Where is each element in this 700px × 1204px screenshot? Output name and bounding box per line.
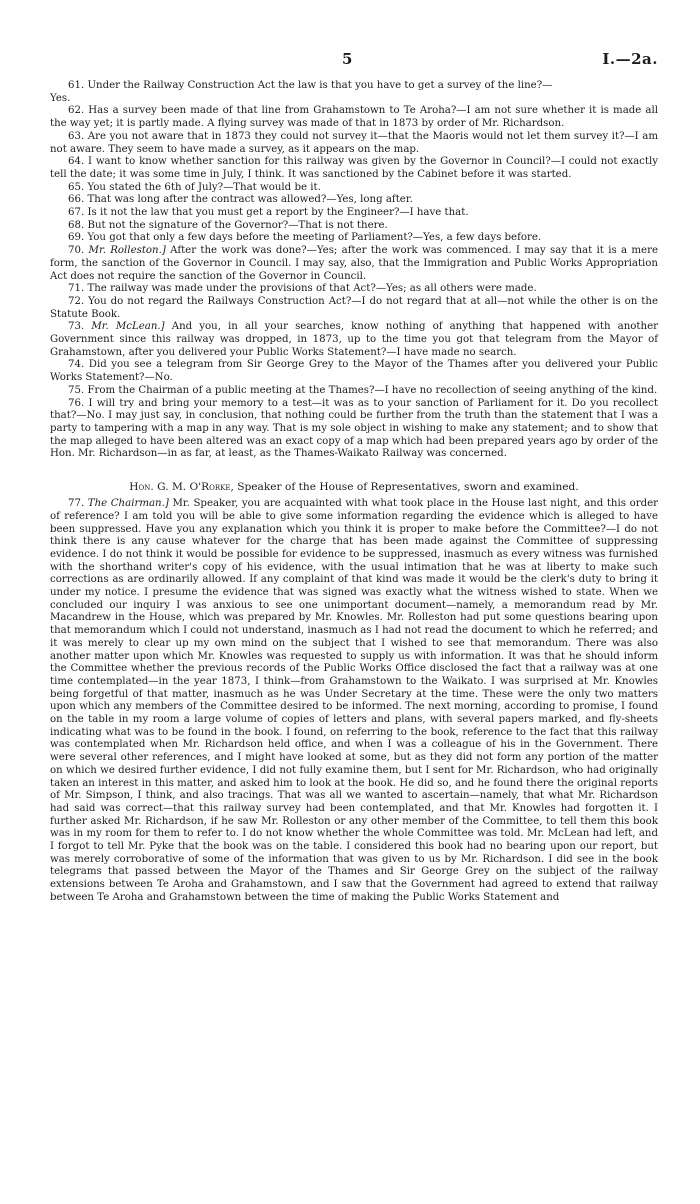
- question-paragraph: [50, 194, 658, 207]
- question-paragraph: [50, 80, 658, 93]
- question-text: Has a survey been made of that line from Grahamstown to Te Aroha?—I am not sure whether it is made all the way yet; it is partly made. A flying survey was made of that in 1873 by order of Mr. Richardson.: [50, 105, 658, 130]
- question-paragraph: [50, 245, 658, 283]
- question-text: Did you see a telegram from Sir George Grey to the Mayor of the Thames after you delivered your Public Works Statement?—No.: [50, 359, 658, 384]
- witness-description: , Speaker of the House of Representatives, sworn and examined.: [230, 481, 579, 494]
- page-number: 5: [342, 50, 353, 68]
- question-77: [50, 498, 658, 905]
- question-number: 65.: [68, 181, 85, 193]
- question-paragraph: [50, 385, 658, 398]
- question-paragraph: [50, 321, 658, 359]
- question-text: You stated the 6th of July?—That would be it.: [87, 181, 321, 193]
- question-number: 71.: [68, 283, 85, 295]
- question-text: From the Chairman of a public meeting at the Thames?—I have no recollection of seeing anything of the kind.: [87, 384, 658, 396]
- question-text: Yes.: [50, 92, 71, 104]
- witness-name: Hon. G. M. O'Rorke: [129, 481, 231, 494]
- question-number: 70.: [68, 245, 85, 257]
- question-speaker: Mr. McLean.]: [91, 321, 165, 333]
- question-paragraph: [50, 296, 658, 321]
- question-speaker: Mr. Rolleston.]: [88, 245, 166, 257]
- question-number: 64.: [68, 156, 85, 168]
- page-header: [50, 50, 658, 80]
- question-text: Under the Railway Construction Act the law is that you have to get a survey of the line?—: [87, 80, 553, 91]
- question-number: 67.: [68, 207, 85, 219]
- question-text: You do not regard the Railways Construction Act?—I do not regard that at all—not while the other is on the Statute Book.: [50, 295, 658, 320]
- question-paragraph: [50, 359, 658, 384]
- question-paragraph: [50, 220, 658, 233]
- question-number: 75.: [68, 384, 85, 396]
- evidence-section-1: [50, 80, 658, 461]
- question-text: I will try and bring your memory to a test—it was as to your sanction of Parliament for it. Do you recollect that?—No. I may just say, in conclusion, that nothing could be further from the truth than the statement that I was a party to tampering with a map in any way. That is my sole object in wishing to make any statement; and to show that the map alleged to have been altered was an exact copy of a map which had been prepared years ago by order of the Hon. Mr. Richardson—in as far, at least, as the Thames-Waikato Railway was concerned.: [50, 397, 658, 460]
- question-paragraph: [50, 93, 658, 106]
- question-text: Is it not the law that you must get a report by the Engineer?—I have that.: [87, 207, 469, 219]
- question-paragraph: [50, 232, 658, 245]
- question-paragraph: [50, 398, 658, 462]
- question-text: Are you not aware that in 1873 they could not survey it—that the Maoris would not let them survey it?—I am not aware. They seem to have made a survey, as it appears on the map.: [50, 130, 658, 155]
- question-paragraph: [50, 283, 658, 296]
- question-number: 69.: [68, 232, 85, 244]
- document-reference: I.—2a.: [602, 50, 658, 68]
- question-text: After the work was done?—Yes; after the work was commenced. I may say that it is a mere form, the sanction of the Governor in Council. I may say, also, that the Immigration and Public Works Appropriation Act does not require the sanction of the Governor in Council.: [50, 245, 658, 282]
- question-text: That was long after the contract was allowed?—Yes, long after.: [87, 194, 413, 206]
- question-number: 66.: [68, 194, 85, 206]
- question-text: The railway was made under the provisions of that Act?—Yes; as all others were made.: [87, 283, 537, 295]
- question-text: But not the signature of the Governor?—That is not there.: [87, 219, 388, 231]
- question-number: 62.: [68, 105, 85, 117]
- question-paragraph: [50, 182, 658, 195]
- question-number: 74.: [68, 359, 85, 371]
- question-paragraph: [50, 131, 658, 156]
- witness-heading: [50, 481, 658, 494]
- question-text: And you, in all your searches, know nothing of anything that happened with another Government since this railway was dropped, in 1873, up to the time you got that telegram from the Mayor of Grahamstown, after you delivered your Public Works Statement?—I have made no search.: [50, 321, 658, 358]
- question-text: Mr. Speaker, you are acquainted with what took place in the House last night, and this order of reference? I am told you will be able to give some information regarding the evidence which is alleged to have been suppressed. Have you any explanation which you think it is proper to make before the Committee?—I do not think there is any cause whatever for the charge that has been made against the Committee of suppressing evidence. I do not think it would be possible for evidence to be suppressed, inasmuch as every witness was furnished with the shorthand writer's copy of his evidence, with the usual intimation that he was at liberty to make such corrections as are ordinarily allowed. If any complaint of that kind was made it would be the clerk's duty to bring it under my notice. I presume the evidence that was signed was exactly what the witness wished to state. When we concluded our inquiry I was anxious to see one unimportant document—namely, a memorandum read by Mr. Macandrew in the House, which was prepared by Mr. Knowles. Mr. Rolleston had put some questions bearing upon that memorandum which I could not understand, inasmuch as I had not read the document to which he referred; and it was merely to clear up my own mind on the subject that I wished to see that memorandum. There was also another matter upon which Mr. Knowles was requested to supply us with information. It was that he should inform the Committee whether the previous records of the Public Works Office disclosed the fact that a railway was at one time contemplated—in the year 1873, I think—from Grahamstown to the Waikato. I was surprised at Mr. Knowles being forgetful of that matter, inasmuch as he was Under Secretary at the time. These were the only two matters upon which any members of the Committee desired to be informed. The next morning, according to promise, I found on the table in my room a large volume of copies of letters and plans, with several papers marked, and fly-sheets indicating what was to be found in the book. I found, on referring to the book, reference to the fact that this railway was contemplated when Mr. Richardson held office, and when I was a colleague of his in the Government. There were several other references, and I might have looked at some, but as they did not form any portion of the matter on which we desired further evidence, I did not fully examine them, but I sent for Mr. Richardson, who had originally taken an interest in this matter, and asked him to look at the book. He did so, and he found there the original reports of Mr. Simpson, I think, and also tracings. That was all we wanted to ascertain—namely, that what Mr. Richardson had said was correct—that this railway survey had been contemplated, and that Mr. Knowles had forgotten it. I further asked Mr. Richardson, if he saw Mr. Rolleston or any other member of the Committee, to tell them this book was in my room for them to refer to. I do not know whether the whole Committee was told. Mr. McLean had left, and I forgot to tell Mr. Pyke that the book was on the table. I considered this book had no bearing upon our report, but was merely corroborative of some of the information that was given to us by Mr. Richardson. I did see in the book telegrams that passed between the Mayor of the Thames and Sir George Grey on the subject of the railway extensions between Te Aroha and Grahamstown, and I saw that the Government had agreed to extend that railway between Te Aroha and Grahamstown between the time of making the Public Works Statement and: [50, 498, 658, 903]
- question-number: 76.: [68, 397, 85, 409]
- question-paragraph: [50, 105, 658, 130]
- question-number: 68.: [68, 219, 85, 231]
- question-speaker: The Chairman.]: [87, 498, 169, 510]
- section-gap: [50, 461, 658, 481]
- question-number: 72.: [68, 295, 85, 307]
- question-text: You got that only a few days before the meeting of Parliament?—Yes, a few days before.: [87, 232, 542, 244]
- question-paragraph: [50, 207, 658, 220]
- question-number: 61.: [68, 80, 85, 91]
- question-text: I want to know whether sanction for this railway was given by the Governor in Council?—I could not exactly tell the date; it was some time in July, I think. It was sanctioned by the Cabinet before it was started.: [50, 156, 658, 180]
- question-paragraph: [50, 156, 658, 181]
- question-number: 77.: [68, 498, 85, 510]
- question-number: 63.: [68, 130, 85, 142]
- question-number: 73.: [68, 321, 85, 333]
